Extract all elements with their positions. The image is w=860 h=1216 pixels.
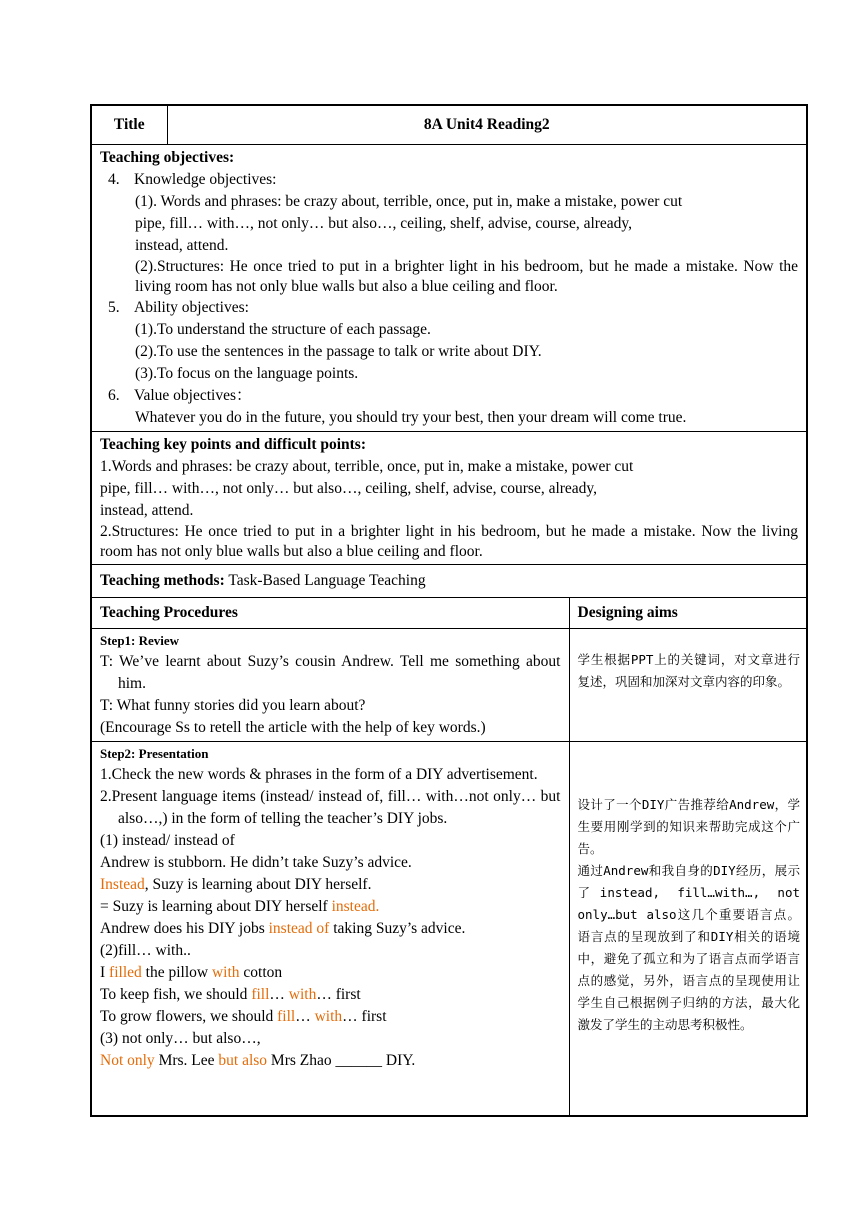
key-points-cell — [91, 432, 807, 565]
procedures-header-label: Teaching Procedures — [100, 604, 238, 621]
value-heading — [100, 385, 798, 407]
objectives-heading: Teaching objectives: — [100, 149, 235, 166]
title-row — [91, 105, 807, 145]
step2-line-10-text-e: … first — [316, 986, 361, 1003]
step2-aim-2: 通过Andrew和我自身的DIY经历，展示了instead, fill…with…, not only…but also这几个重要语言点。语言点的呈现放到了和DIY相关的语境中，避免了孤立和为了语言点而学语言点的感觉，另外，语言点的呈现使用让学生自己根据例子归纳的方法，最大化激发了学生的主动思考积极性。 — [577, 863, 800, 1032]
step1-line-1: T: We’ve learnt about Suzy’s cousin Andrew. Tell me something about him. — [100, 653, 561, 692]
highlight-with: with — [288, 986, 317, 1003]
step2-line-7 — [100, 918, 561, 940]
step2-line-11-text-c: … — [295, 1008, 315, 1025]
step1-aim: 学生根据PPT上的关键词，对文章进行复述，巩固和加深对文章内容的印象。 — [577, 652, 800, 689]
procedures-header-left — [91, 598, 569, 629]
highlight-instead-end: instead. — [331, 898, 380, 915]
ability-label: Ability objectives: — [134, 299, 249, 316]
step2-line-2: 2.Present language items (instead/ instead of, fill… with…not only… but also…,) in the form of telling the teacher’s DIY jobs. — [100, 788, 561, 827]
ability-item-3: (3).To focus on the language points. — [135, 365, 359, 382]
step2-cell — [91, 742, 569, 1117]
step2-line-4: Andrew is stubborn. He didn’t take Suzy’s advice. — [100, 854, 412, 871]
step1-cell — [91, 629, 569, 742]
ability-item-2: (2).To use the sentences in the passage to talk or write about DIY. — [135, 343, 542, 360]
knowledge-item-2: (2).Structures: He once tried to put in a brighter light in his bedroom, but he made a mistake. Now the living room has not only blue walls but also a blue ceiling and floor. — [135, 258, 798, 295]
value-num: 6. — [108, 387, 120, 404]
knowledge-item-1-line-3: instead, attend. — [135, 237, 229, 254]
step1-line-2: T: What funny stories did you learn about? — [100, 697, 366, 714]
step2-line-5-text: , Suzy is learning about DIY herself. — [144, 876, 372, 893]
key-point-1-line-2: pipe, fill… with…, not only… but also…, ceiling, shelf, advise, course, already, — [100, 480, 598, 497]
lesson-plan — [90, 104, 806, 1117]
procedures-header-row — [91, 598, 807, 629]
designing-aims-label: Designing aims — [577, 604, 678, 621]
step1-aim-cell — [569, 629, 807, 742]
ability-num: 5. — [108, 299, 120, 316]
step2-line-10-text-a: To keep fish, we should — [100, 986, 252, 1003]
methods-label: Teaching methods: — [100, 572, 225, 589]
highlight-with: with — [211, 964, 240, 981]
step2-line-9-text-a: I — [100, 964, 110, 981]
highlight-instead-of: instead of — [268, 920, 330, 937]
step2-line-12: (3) not only… but also…, — [100, 1030, 261, 1047]
step2-line-9-text-e: cotton — [239, 964, 283, 981]
highlight-fill: fill — [277, 1008, 296, 1025]
highlight-filled: filled — [109, 964, 142, 981]
key-point-2: 2.Structures: He once tried to put in a brighter light in his bedroom, but he made a mistake. Now the living room has not only blue walls but also a blue ceiling and floor. — [100, 523, 798, 560]
step2-aim-cell — [569, 742, 807, 1117]
knowledge-heading — [100, 169, 798, 191]
step2-line-11 — [100, 1006, 561, 1028]
step1-heading: Step1: Review — [100, 633, 180, 648]
step2-line-9 — [100, 962, 561, 984]
step2-line-13 — [100, 1050, 561, 1072]
knowledge-label: Knowledge objectives: — [134, 171, 277, 188]
value-item-1: Whatever you do in the future, you should try your best, then your dream will come true. — [135, 409, 687, 426]
knowledge-item-1-line-2: pipe, fill… with…, not only… but also…, ceiling, shelf, advise, course, already, — [135, 215, 633, 232]
step2-line-9-text-c: the pillow — [141, 964, 212, 981]
knowledge-num: 4. — [108, 171, 120, 188]
procedures-header-right — [569, 598, 807, 629]
key-points-heading: Teaching key points and difficult points: — [100, 436, 367, 453]
highlight-fill: fill — [251, 986, 270, 1003]
methods-row — [91, 565, 807, 598]
value-label: Value objectives： — [134, 387, 252, 404]
objectives-cell — [91, 145, 807, 432]
step2-row — [91, 742, 807, 1117]
step2-line-10 — [100, 984, 561, 1006]
step2-line-7-text-c: taking Suzy’s advice. — [329, 920, 466, 937]
step2-line-10-text-c: … — [269, 986, 289, 1003]
highlight-but-also: but also — [218, 1052, 268, 1069]
step2-heading: Step2: Presentation — [100, 746, 209, 761]
step2-line-7-text-a: Andrew does his DIY jobs — [100, 920, 269, 937]
step2-line-1: 1.Check the new words & phrases in the form of a DIY advertisement. — [100, 766, 538, 783]
objectives-row — [91, 145, 807, 432]
title-value: 8A Unit4 Reading2 — [167, 105, 807, 145]
step1-line-3: (Encourage Ss to retell the article with the help of key words.) — [100, 719, 486, 736]
lesson-plan-table — [90, 104, 808, 1117]
step2-line-11-text-e: … first — [342, 1008, 387, 1025]
step2-line-13-text-d: Mrs Zhao ______ DIY. — [267, 1052, 416, 1069]
key-point-1-line-3: instead, attend. — [100, 502, 194, 519]
ability-heading — [100, 297, 798, 319]
step2-line-11-text-a: To grow flowers, we should — [100, 1008, 278, 1025]
step2-line-6 — [100, 896, 561, 918]
methods-cell — [91, 565, 807, 598]
highlight-with: with — [314, 1008, 343, 1025]
step2-line-13-text-b: Mrs. Lee — [154, 1052, 219, 1069]
step2-line-5 — [100, 874, 561, 896]
methods-value: Task-Based Language Teaching — [224, 572, 426, 589]
highlight-not-only: Not only — [100, 1052, 155, 1069]
title-label: Title — [91, 105, 167, 145]
step2-aim-1: 设计了一个DIY广告推荐给Andrew，学生要用刚学到的知识来帮助完成这个广告。 — [577, 797, 800, 856]
knowledge-item-1-line-1: (1). Words and phrases: be crazy about, terrible, once, put in, make a mistake, power cut — [135, 193, 683, 210]
key-point-1-line-1: 1.Words and phrases: be crazy about, terrible, once, put in, make a mistake, power cut — [100, 458, 634, 475]
key-points-row — [91, 432, 807, 565]
step2-line-3: (1) instead/ instead of — [100, 832, 235, 849]
step1-row — [91, 629, 807, 742]
step2-line-6-text: = Suzy is learning about DIY herself — [100, 898, 332, 915]
highlight-instead: Instead — [100, 876, 145, 893]
step2-line-8: (2)fill… with.. — [100, 942, 191, 959]
ability-item-1: (1).To understand the structure of each passage. — [135, 321, 431, 338]
